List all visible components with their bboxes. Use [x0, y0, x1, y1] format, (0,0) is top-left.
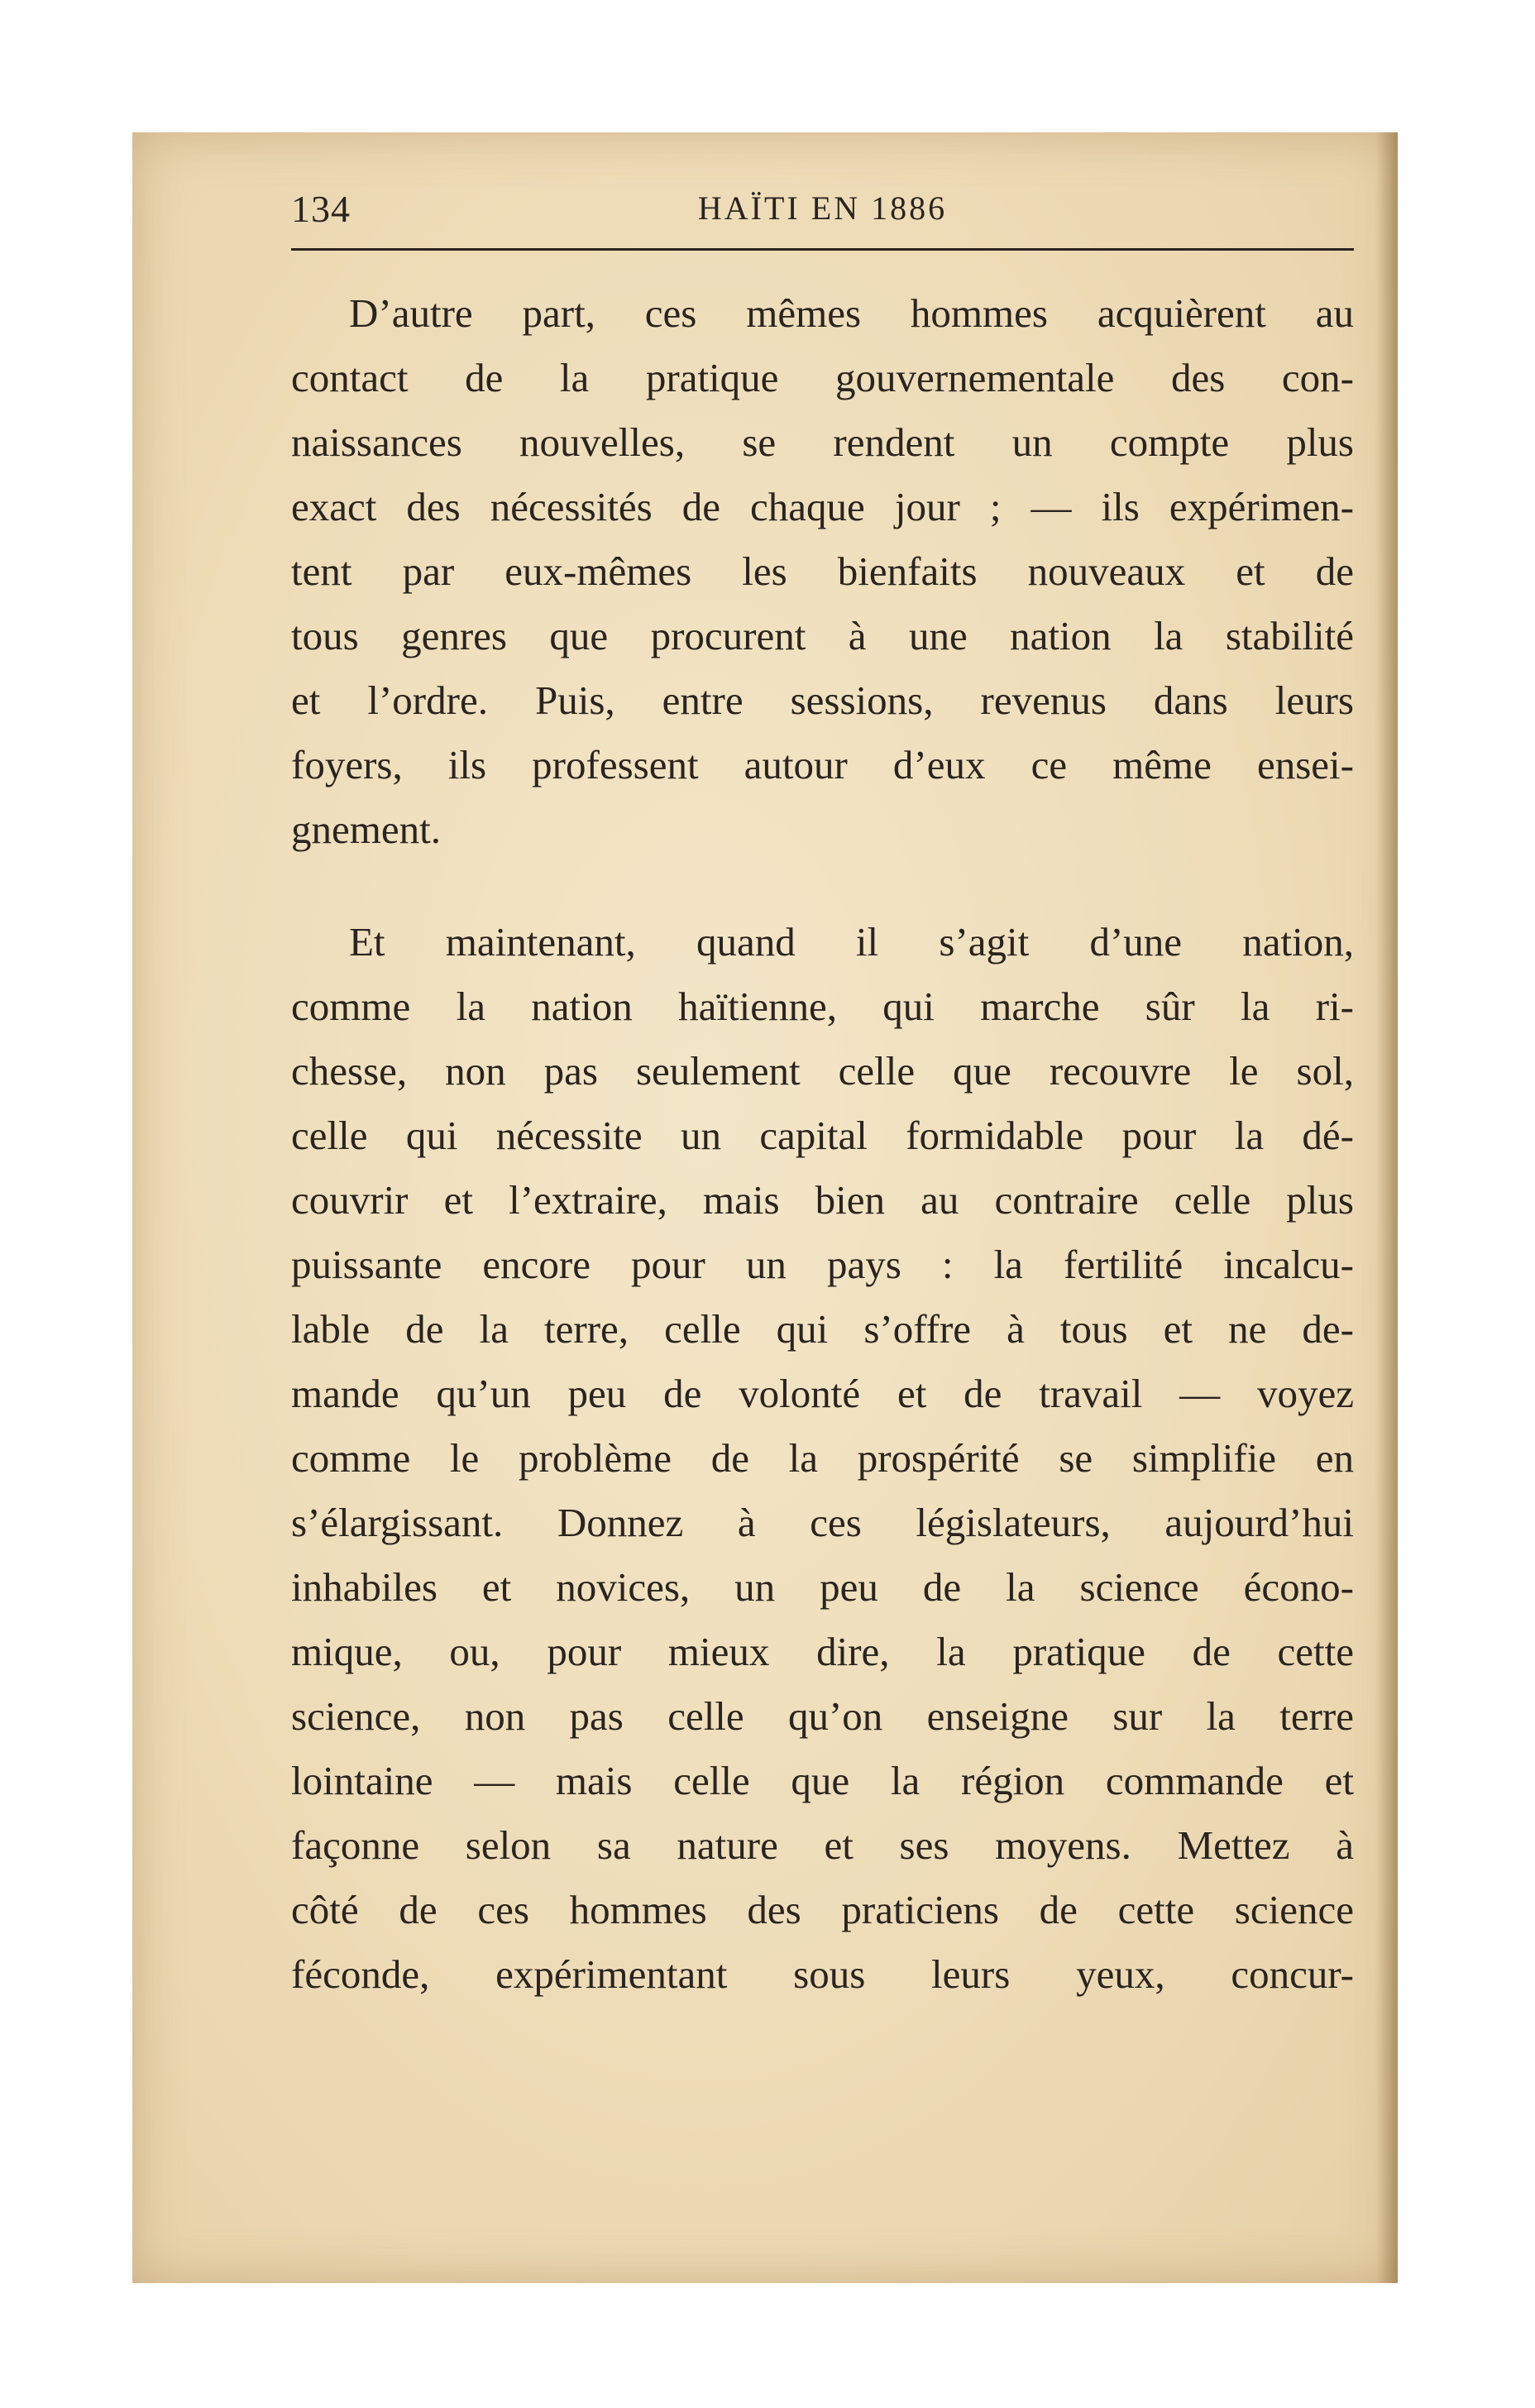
- text-line: tous genres que procurent à une nation la stabilité: [291, 613, 1354, 658]
- text-line: exact des nécessités de chaque jour ; — ils expérimen-: [291, 484, 1354, 529]
- text-line: s’élargissant. Donnez à ces législateurs, aujourd’hui: [291, 1500, 1354, 1545]
- text-line: mande qu’un peu de volonté et de travail — voyez: [291, 1371, 1354, 1416]
- text-line: chesse, non pas seulement celle que recouvre le sol,: [291, 1048, 1354, 1094]
- text-line: lointaine — mais celle que la région commande et: [291, 1758, 1354, 1803]
- text-line: foyers, ils professent autour d’eux ce même ensei-: [291, 742, 1354, 788]
- text-line: et l’ordre. Puis, entre sessions, revenus dans leurs: [291, 677, 1354, 723]
- paragraph-1: [291, 281, 1354, 862]
- text-line: mique, ou, pour mieux dire, la pratique de cette: [291, 1629, 1354, 1674]
- text-line: tent par eux-mêmes les bienfaits nouveaux et de: [291, 548, 1354, 594]
- running-title: HAÏTI EN 1886: [697, 189, 948, 227]
- body-text: [291, 281, 1354, 2007]
- text-line: contact de la pratique gouvernementale des con-: [291, 355, 1354, 400]
- running-head: [291, 180, 1354, 238]
- text-line: science, non pas celle qu’on enseigne sur la terre: [291, 1693, 1354, 1739]
- text-line: féconde, expérimentant sous leurs yeux, concur-: [291, 1951, 1354, 1997]
- paragraph-2: [291, 910, 1354, 2007]
- text-line: Et maintenant, quand il s’agit d’une nation,: [349, 919, 1354, 965]
- paragraph-gap: [291, 862, 1354, 910]
- text-line: gnement.: [291, 807, 441, 852]
- text-line: façonne selon sa nature et ses moyens. Mettez à: [291, 1822, 1354, 1868]
- text-line: naissances nouvelles, se rendent un compte plus: [291, 419, 1354, 465]
- text-line: puissante encore pour un pays : la fertilité incalcu-: [291, 1242, 1354, 1287]
- text-line: inhabiles et novices, un peu de la science écono-: [291, 1564, 1354, 1610]
- text-line: comme la nation haïtienne, qui marche sûr la ri-: [291, 984, 1354, 1029]
- text-line: côté de ces hommes des praticiens de cette science: [291, 1887, 1354, 1932]
- text-line: D’autre part, ces mêmes hommes acquièrent au: [349, 290, 1354, 336]
- text-line: comme le problème de la prospérité se simplifie en: [291, 1435, 1354, 1481]
- text-line: lable de la terre, celle qui s’offre à tous et ne de-: [291, 1306, 1354, 1352]
- header-rule: [291, 248, 1354, 251]
- page-number: 134: [291, 188, 351, 230]
- text-line: celle qui nécessite un capital formidable pour la dé-: [291, 1113, 1354, 1158]
- text-line: couvrir et l’extraire, mais bien au contraire celle plus: [291, 1177, 1354, 1223]
